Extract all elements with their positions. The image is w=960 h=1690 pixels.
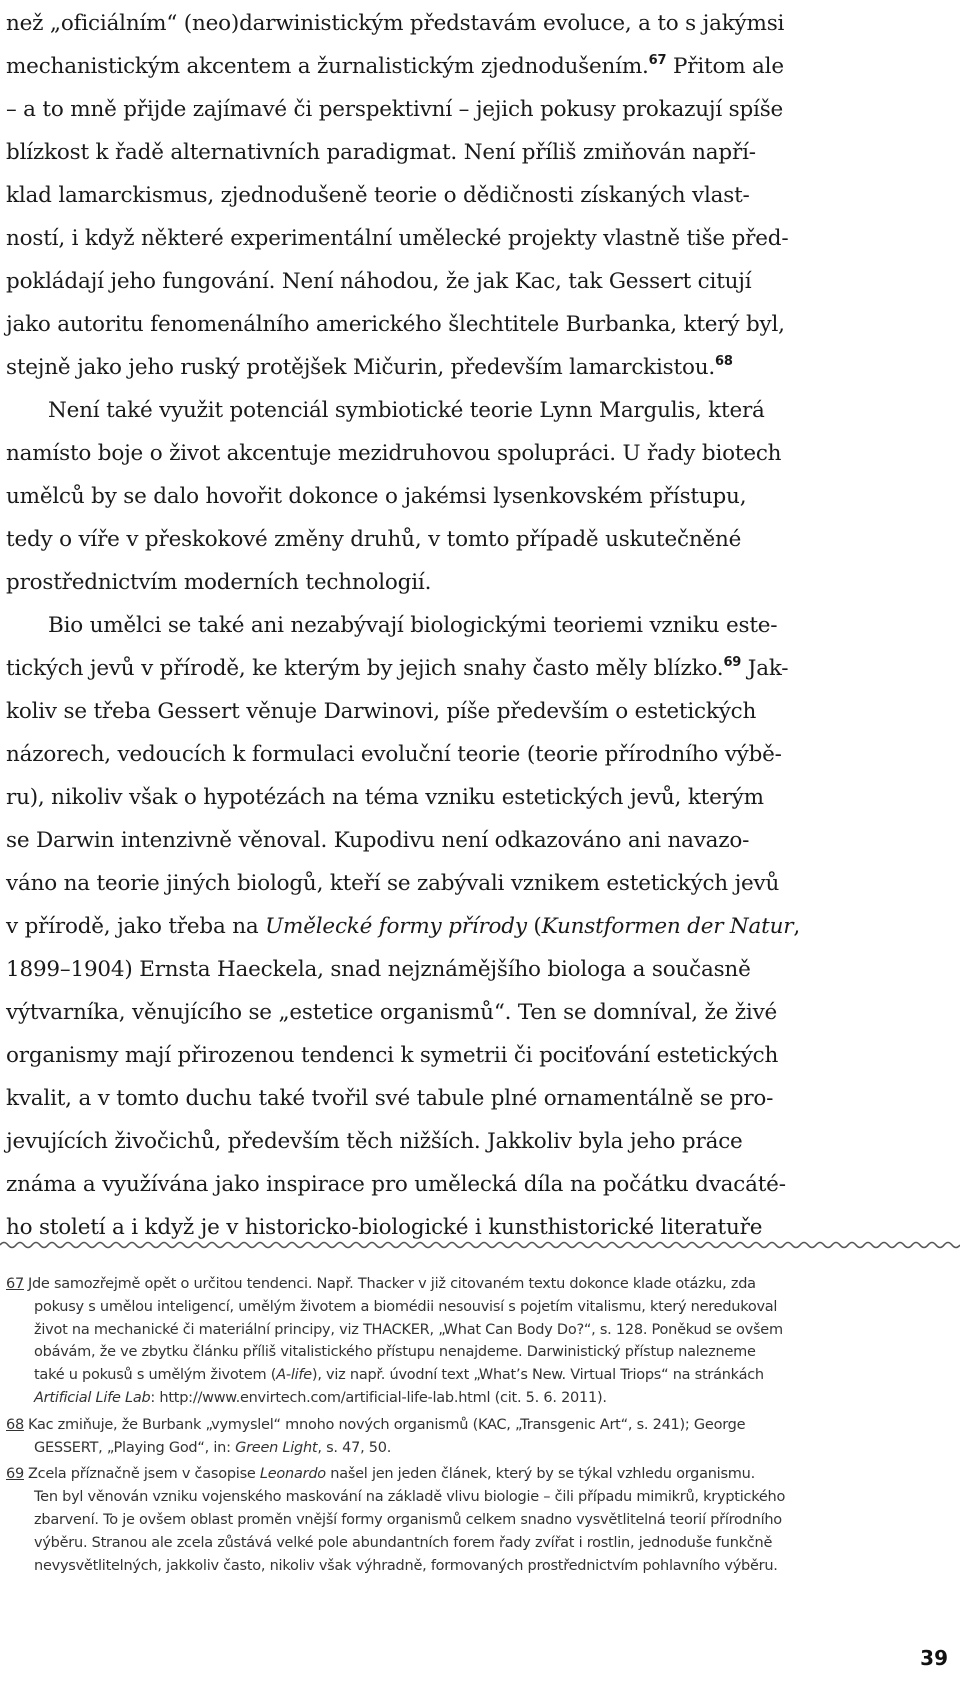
italic-title: Umělecké formy přírody <box>265 914 527 939</box>
footnote-line: zbarvení. To je ovšem oblast proměn vnější formy organismů celkem snadno vysvětlitelná teorií přírodního <box>34 1511 782 1528</box>
footnote-line <box>6 1414 954 1437</box>
italic-title: Green Light <box>235 1439 318 1456</box>
footnote-ref-67: 67 <box>648 53 667 68</box>
text-line: Bio umělci se také ani nezabývají biologickými teoriemi vzniku este- <box>48 613 778 638</box>
footnote-line <box>6 1463 954 1486</box>
text-segment: stejně jako jeho ruský protějšek Mičurin, především lamarckistou. <box>6 355 715 380</box>
text-line: pokládají jeho fungování. Není náhodou, že jak Kac, tak Gessert citují <box>6 269 752 294</box>
text-line: ru), nikoliv však o hypotézách na téma vzniku estetických jevů, kterým <box>6 785 764 810</box>
footnote-line: obávám, že ve zbytku článku příliš vitalistického přístupu nenajdeme. Darwinistický přístup nalezneme <box>34 1344 756 1361</box>
text-segment: také u pokusů s umělým životem ( <box>34 1367 277 1384</box>
footnote-number: 67 <box>6 1276 24 1292</box>
text-line: tedy o víře v přeskokové změny druhů, v tomto případě uskutečněné <box>6 527 742 552</box>
footnote-67 <box>6 1273 954 1410</box>
footnote-number: 68 <box>6 1416 24 1433</box>
text-line: 1899–1904) Ernsta Haeckela, snad nejznámějšího biologa a současně <box>6 957 751 982</box>
text-line: namísto boje o život akcentuje mezidruhovou spolupráci. U řady biotech <box>6 441 782 466</box>
text-line <box>6 45 954 88</box>
text-line: Není také využit potenciál symbiotické teorie Lynn Margulis, která <box>48 398 765 423</box>
text-segment: v přírodě, jako třeba na <box>6 914 266 939</box>
text-segment: GESSERT, „Playing God“, in: <box>34 1439 236 1456</box>
italic-title: Artificial Life Lab <box>34 1389 151 1406</box>
text-segment: : http://www.envirtech.com/artificial-life-lab.html (cit. 5. 6. 2011). <box>150 1389 607 1406</box>
footnote-line <box>6 1364 954 1387</box>
footnote-line <box>6 1387 954 1410</box>
text-line <box>6 647 954 690</box>
footnote-separator <box>0 1238 960 1252</box>
footnote-line <box>6 1437 954 1460</box>
text-segment: ( <box>526 914 542 939</box>
text-line: organismy mají přirozenou tendenci k symetrii či pociťování estetických <box>6 1043 779 1068</box>
footnote-line: život na mechanické či materiální principy, viz THACKER, „What Can Body Do?“, s. 128. Poněkud se ovšem <box>34 1321 783 1338</box>
paragraph <box>6 2 954 389</box>
footnotes <box>6 1273 954 1581</box>
text-segment: , s. 47, 50. <box>317 1439 392 1456</box>
text-line: jevujících živočichů, především těch nižších. Jakkoliv byla jeho práce <box>6 1129 743 1154</box>
footnote-69 <box>6 1463 954 1577</box>
text-segment: mechanistickým akcentem a žurnalistickým zjednodušením. <box>6 54 649 79</box>
footnote-ref-69: 69 <box>723 655 742 670</box>
text-line: názorech, vedoucích k formulaci evoluční teorie (teorie přírodního výbě- <box>6 742 782 767</box>
footnote-line: nevysvětlitelných, jakkoliv často, nikoliv však výhradně, formovaných prostřednictvím pohlavního výběru. <box>34 1557 778 1574</box>
footnote-number: 69 <box>6 1466 24 1483</box>
text-line: než „oficiálním“ (neo)darwinistickým představám evoluce, a to s jakýmsi <box>6 11 785 36</box>
text-segment: Přitom ale <box>666 54 784 79</box>
text-line: prostřednictvím moderních technologií. <box>6 570 432 595</box>
text-line: váno na teorie jiných biologů, kteří se zabývali vznikem estetických jevů <box>6 871 780 896</box>
page-number: 39 <box>920 1646 948 1670</box>
main-text <box>6 2 954 1249</box>
footnote-ref-68: 68 <box>714 354 733 369</box>
text-line: ho století a i když je v historicko-biologické i kunsthistorické literatuře <box>6 1215 763 1240</box>
text-segment: Jde samozřejmě opět o určitou tendenci. Např. Thacker v již citovaném textu dokonce klade otázku, zda <box>27 1276 756 1292</box>
text-line: blízkost k řadě alternativních paradigmat. Není příliš zmiňován napří- <box>6 140 756 165</box>
footnote-line: pokusy s umělou inteligencí, umělým životem a biomédii nesouvisí s pojetím vitalismu, který neredukoval <box>34 1298 778 1315</box>
text-segment: Zcela příznačně jsem v časopise <box>27 1466 260 1483</box>
text-line: – a to mně přijde zajímavé či perspektivní – jejich pokusy prokazují spíše <box>6 97 784 122</box>
text-line: umělců by se dalo hovořit dokonce o jakémsi lysenkovském přístupu, <box>6 484 747 509</box>
text-line: ností, i když některé experimentální umělecké projekty vlastně tiše před- <box>6 226 789 251</box>
footnote-68 <box>6 1414 954 1460</box>
text-line <box>6 346 954 389</box>
text-line: klad lamarckismus, zjednodušeně teorie o dědičnosti získaných vlast- <box>6 183 750 208</box>
text-line: se Darwin intenzivně věnoval. Kupodivu není odkazováno ani navazo- <box>6 828 750 853</box>
text-line: koliv se třeba Gessert věnuje Darwinovi, píše především o estetických <box>6 699 757 724</box>
footnote-line: výběru. Stranou ale zcela zůstává velké pole abundantních forem řady zvířat i rostlin, jednoduše funkčně <box>34 1534 773 1551</box>
footnote-line <box>6 1273 954 1296</box>
text-line: kvalit, a v tomto duchu také tvořil své tabule plné ornamentálně se pro- <box>6 1086 774 1111</box>
text-line: jako autoritu fenomenálního amerického šlechtitele Burbanka, který byl, <box>6 312 785 337</box>
text-line: výtvarníka, věnujícího se „estetice organismů“. Ten se domníval, že živé <box>6 1000 778 1025</box>
paragraph <box>6 389 954 604</box>
text-segment: ), viz např. úvodní text „What’s New. Virtual Triops“ na stránkách <box>311 1367 764 1384</box>
text-line <box>6 905 954 948</box>
text-segment: , <box>793 914 800 939</box>
paragraph <box>6 604 954 1249</box>
italic-term: A-life <box>276 1367 312 1384</box>
italic-title: Kunstformen der Natur <box>541 914 794 939</box>
text-line: známa a využívána jako inspirace pro umělecká díla na počátku dvacáté- <box>6 1172 786 1197</box>
text-segment: Kac zmiňuje, že Burbank „vymyslel“ mnoho nových organismů (KAC, „Transgenic Art“, s. 241); George <box>27 1416 746 1433</box>
text-segment: našel jen jeden článek, který by se týkal vzhledu organismu. <box>325 1466 755 1483</box>
text-segment: tických jevů v přírodě, ke kterým by jejich snahy často měly blízko. <box>6 656 724 681</box>
text-segment: Jak- <box>741 656 789 681</box>
footnote-line: Ten byl věnován vzniku vojenského maskování na základě vlivu biologie – čili případu mimikrů, kryptického <box>34 1489 786 1506</box>
italic-title: Leonardo <box>259 1466 326 1483</box>
